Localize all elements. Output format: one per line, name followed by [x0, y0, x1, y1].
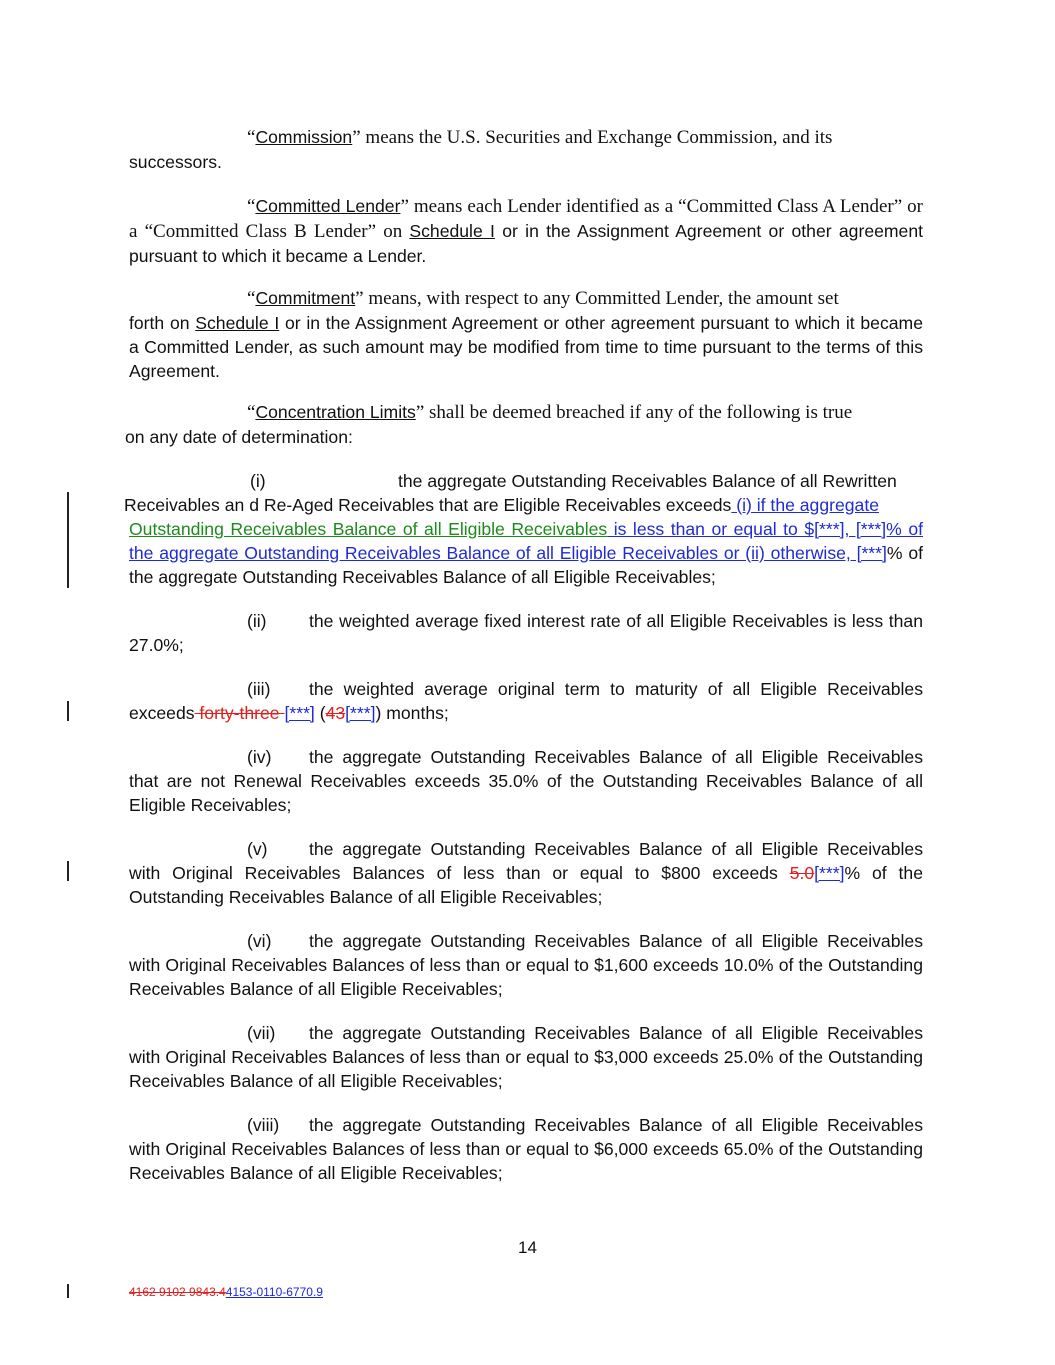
clause-text: the aggregate Outstanding Receivables Balance of all Rewritten [398, 471, 897, 491]
deleted-text: forty-three [194, 703, 285, 723]
inserted-text: is less than or equal to $[***], [***]% of the aggregate Outstanding Receivables Balance of all Eligible Receivables or (ii) otherwise, [***] [129, 519, 923, 563]
clause-number: (v) [247, 839, 268, 859]
open-quote: “ [247, 288, 256, 309]
inserted-text: (i) if the aggregate [731, 495, 880, 515]
clause-number: (iv) [247, 747, 272, 767]
clause-text: the weighted average original term to maturity of all Eligible Receivables exceeds [129, 679, 923, 723]
clause-vi [129, 929, 923, 1001]
clause-text: the aggregate Outstanding Receivables Balance of all Eligible Receivables with Original Receivables Balances of less than or equal to $1,600 exceeds 10.0% of the Outstanding Receivables Balance of all Eligible Receivables; [129, 931, 923, 999]
clause-number: (i) [250, 471, 266, 491]
definition-text-pre: forth on [129, 313, 196, 333]
inserted-text: [***] [284, 703, 315, 723]
deleted-text: 5.0 [789, 863, 815, 883]
term-commitment: Commitment [255, 288, 356, 308]
definition-text: ” shall be deemed breached if any of the following is true [415, 402, 853, 423]
clause-number: (vii) [247, 1023, 276, 1043]
clause-text-end: % of the Outstanding Receivables Balance of all Eligible Receivables; [129, 863, 923, 907]
definition-committed-lender [129, 194, 923, 268]
definition-text-cont: or in the Assignment Agreement or other agreement pursuant to which it became a Lender. [129, 221, 923, 266]
term-committed-lender: Committed Lender [255, 196, 401, 216]
schedule-reference: Schedule I [409, 221, 495, 241]
clause-text: the aggregate Outstanding Receivables Balance of all Eligible Receivables with Original Receivables Balances of less than or equal to $800 exceeds [129, 839, 923, 883]
clause-viii [129, 1113, 923, 1185]
clause-text-end: ) months; [375, 703, 449, 723]
page-number: 14 [518, 1238, 537, 1257]
definition-text: ” means each Lender identified as a “Committed Class A Lender” or a “Committed Class B Lender” on [129, 196, 923, 242]
clause-text-cont: d Re-Aged Receivables that are Eligible Receivables exceeds [249, 495, 732, 515]
definition-text: ” means the U.S. Securities and Exchange Commission, and its [352, 127, 833, 148]
clause-text: the aggregate Outstanding Receivables Balance of all Eligible Receivables that are not Renewal Receivables exceeds 35.0% of the Outstanding Receivables Balance of all Eligible Receivables; [129, 747, 923, 815]
definition-concentration-limits [125, 400, 923, 449]
clause-number: (iii) [247, 679, 271, 699]
clause-number: (vi) [247, 931, 272, 951]
change-bar [67, 1284, 69, 1298]
inserted-text: [***] [345, 703, 376, 723]
definition-text-cont: or in the Assignment Agreement or other agreement pursuant to which it became a Committed Lender, as such amount may be modified from time to time pursuant to the terms of this Agreement. [129, 313, 923, 381]
clause-number: (viii) [247, 1115, 280, 1135]
clause-ii [129, 609, 923, 657]
clause-v [129, 837, 923, 909]
term-concentration-limits: Concentration Limits [255, 402, 416, 422]
clause-i [124, 469, 927, 517]
term-commission: Commission [255, 127, 353, 147]
definition-commission [129, 125, 923, 174]
inserted-document-id: 4153-0110-6770.9 [225, 1285, 323, 1299]
change-bar [67, 492, 69, 588]
clause-text-end: % of the aggregate Outstanding Receivables Balance of all Eligible Receivables; [129, 543, 923, 587]
schedule-reference: Schedule I [195, 313, 280, 333]
clause-text: the aggregate Outstanding Receivables Balance of all Eligible Receivables with Original Receivables Balances of less than or equal to $3,000 exceeds 25.0% of the Outstanding Receivables Balance of all Eligible Receivables; [129, 1023, 923, 1091]
inserted-moved-text: Outstanding Receivables Balance of all Eligible Receivables [129, 519, 608, 539]
definition-text-cont: on any date of determination: [125, 427, 353, 447]
clause-i-continued [129, 517, 923, 589]
deleted-document-id: 4162 9102 9843.4 [129, 1285, 226, 1299]
definition-text-cont: successors. [129, 152, 222, 172]
open-quote: “ [247, 402, 256, 423]
clause-text: the weighted average fixed interest rate of all Eligible Receivables is less than 27.0%; [129, 611, 923, 655]
document-id-footer [129, 1285, 323, 1299]
open-quote: “ [247, 196, 256, 217]
deleted-text: 43 [325, 703, 346, 723]
definition-text: ” means, with respect to any Committed Lender, the amount set [355, 288, 839, 309]
clause-iii [129, 677, 923, 725]
clause-vii [129, 1021, 923, 1093]
clause-text-break: Receivables an [124, 495, 245, 515]
clause-text-mid: ( [314, 703, 326, 723]
change-bar [67, 701, 69, 721]
clause-number: (ii) [247, 611, 267, 631]
clause-text: the aggregate Outstanding Receivables Balance of all Eligible Receivables with Original Receivables Balances of less than or equal to $6,000 exceeds 65.0% of the Outstanding Receivables Balance of all Eligible Receivables; [129, 1115, 923, 1183]
inserted-text: [***] [814, 863, 845, 883]
open-quote: “ [247, 127, 256, 148]
definition-commitment [129, 286, 923, 383]
change-bar [67, 861, 69, 881]
clause-iv [129, 745, 923, 817]
